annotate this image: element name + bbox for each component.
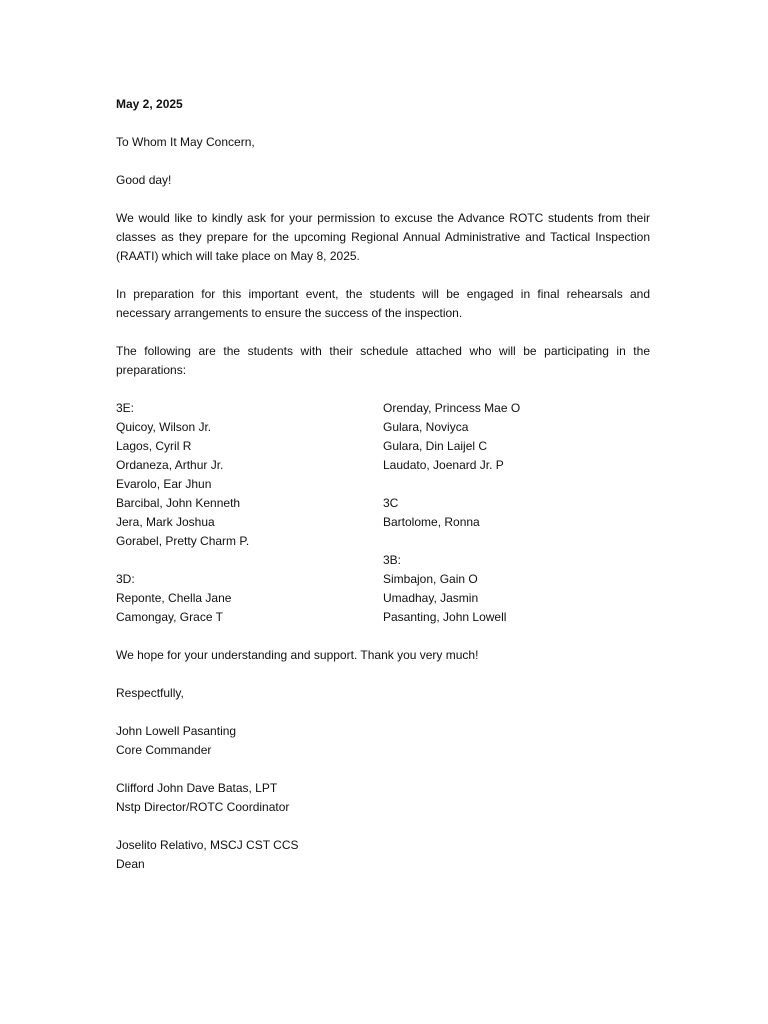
section-label: 3C (383, 496, 399, 510)
student-name: Laudato, Joenard Jr. P (383, 458, 504, 472)
section-label: 3E: (116, 401, 135, 415)
student-name: Reponte, Chella Jane (116, 591, 232, 605)
student-name: Gulara, Noviyca (383, 420, 469, 434)
student-name: Ordaneza, Arthur Jr. (116, 458, 224, 472)
student-name: Pasanting, John Lowell (383, 610, 507, 624)
signatory-block (116, 779, 650, 817)
student-list-right-column (383, 399, 650, 627)
spacer-line (116, 551, 383, 570)
section-label: 3B: (383, 553, 402, 567)
spacer-line (383, 532, 650, 551)
signatory-block (116, 722, 650, 760)
student-name: Gulara, Din Laijel C (383, 439, 488, 453)
signatory-name: Clifford John Dave Batas, LPT (116, 781, 278, 795)
student-list-left-column (116, 399, 383, 627)
spacer-line (383, 475, 650, 494)
signatory-title: Core Commander (116, 743, 212, 757)
student-name: Quicoy, Wilson Jr. (116, 420, 212, 434)
student-name: Orenday, Princess Mae O (383, 401, 521, 415)
closing-paragraph: We hope for your understanding and support. Thank you very much! (116, 648, 479, 662)
student-name: Gorabel, Pretty Charm P. (116, 534, 250, 548)
signatory-block (116, 836, 650, 874)
signatory-title: Dean (116, 857, 145, 871)
student-name: Evarolo, Ear Jhun (116, 477, 212, 491)
student-name: Barcibal, John Kenneth (116, 496, 241, 510)
section-label: 3D: (116, 572, 135, 586)
paragraph-request: We would like to kindly ask for your permission to excuse the Advance ROTC students from their classes as they prepare for the upcoming Regional Annual Administrative and Tactical Inspection (RAATI) which will take place on May 8, 2025. (116, 211, 650, 263)
letter-date: May 2, 2025 (116, 97, 183, 111)
greeting: Good day! (116, 173, 172, 187)
closing: Respectfully, (116, 686, 184, 700)
student-name: Jera, Mark Joshua (116, 515, 215, 529)
signatory-name: Joselito Relativo, MSCJ CST CCS (116, 838, 299, 852)
student-name: Bartolome, Ronna (383, 515, 480, 529)
student-list (116, 399, 650, 627)
signatory-title: Nstp Director/ROTC Coordinator (116, 800, 290, 814)
student-name: Camongay, Grace T (116, 610, 223, 624)
salutation: To Whom It May Concern, (116, 135, 255, 149)
letter-body (116, 95, 650, 893)
student-name: Simbajon, Gain O (383, 572, 478, 586)
student-name: Umadhay, Jasmin (383, 591, 479, 605)
paragraph-preparation: In preparation for this important event, the students will be engaged in final rehearsals and necessary arrangements to ensure the success of the inspection. (116, 287, 650, 320)
student-name: Lagos, Cyril R (116, 439, 192, 453)
signatory-name: John Lowell Pasanting (116, 724, 237, 738)
paragraph-students-intro: The following are the students with their schedule attached who will be participating in the preparations: (116, 344, 650, 377)
